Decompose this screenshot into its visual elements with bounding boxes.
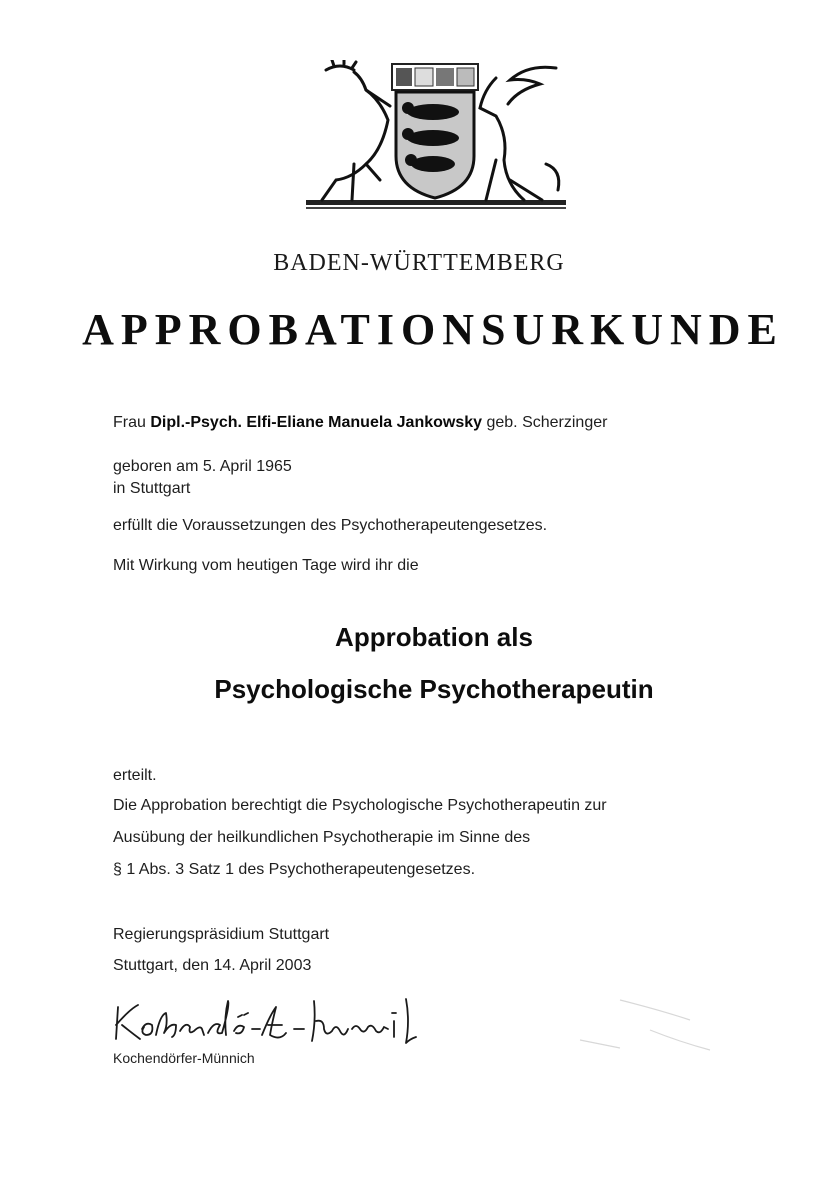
birth-place: in Stuttgart <box>113 480 191 497</box>
place-and-date: Stuttgart, den 14. April 2003 <box>113 957 312 974</box>
recipient-name: Dipl.-Psych. Elfi-Eliane Manuela Jankowsky <box>150 414 483 431</box>
faint-stamp-trace <box>560 990 820 1070</box>
state-name: BADEN-WÜRTTEMBERG <box>273 250 565 276</box>
salutation: Frau <box>113 414 146 431</box>
scope-line-2: Ausübung der heilkundlichen Psychotherapie im Sinne des <box>113 829 531 846</box>
profession-heading: Psychologische Psychotherapeutin <box>214 674 654 704</box>
birth-date: geboren am 5. April 1965 <box>113 458 292 475</box>
granted-line: erteilt. <box>113 767 157 784</box>
approbation-heading: Approbation als <box>335 622 533 652</box>
issuing-authority: Regierungspräsidium Stuttgart <box>113 926 330 943</box>
signer-name: Kochendörfer-Münnich <box>113 1050 255 1066</box>
effect-line: Mit Wirkung vom heutigen Tage wird ihr die <box>113 557 419 574</box>
scope-line-1: Die Approbation berechtigt die Psychologische Psychotherapeutin zur <box>113 797 607 814</box>
handwritten-signature-icon <box>110 995 460 1053</box>
requirement-line: erfüllt die Voraussetzungen des Psychotherapeutengesetzes. <box>113 517 548 534</box>
recipient-line <box>113 414 607 432</box>
coat-of-arms-icon <box>296 60 572 216</box>
birth-name: geb. Scherzinger <box>486 414 608 431</box>
document-title: APPROBATIONSURKUNDE <box>82 305 784 354</box>
scope-line-3: § 1 Abs. 3 Satz 1 des Psychotherapeutengesetzes. <box>113 861 476 878</box>
